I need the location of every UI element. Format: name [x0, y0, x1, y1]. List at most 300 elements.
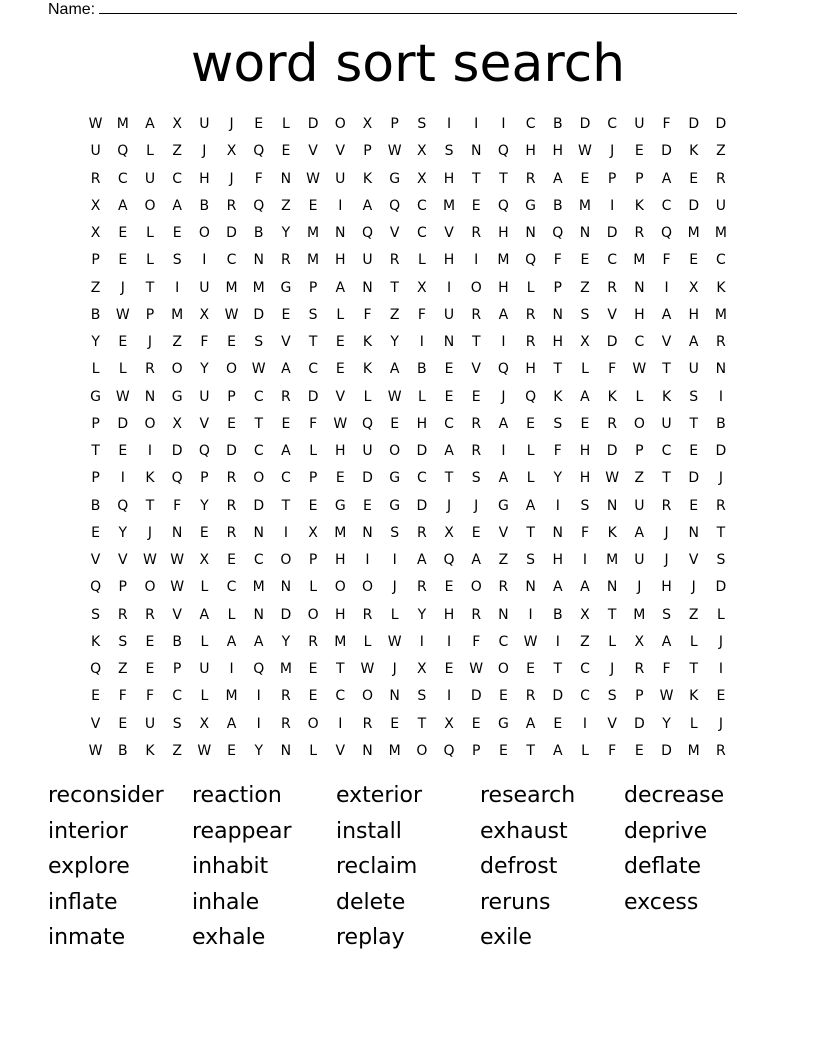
grid-letter[interactable]: U	[661, 415, 672, 432]
grid-letter[interactable]: R	[308, 633, 318, 650]
grid-letter[interactable]: L	[146, 252, 154, 269]
grid-letter[interactable]: E	[308, 497, 318, 514]
grid-letter[interactable]: E	[308, 197, 318, 214]
grid-letter[interactable]: N	[171, 524, 183, 541]
grid-letter[interactable]: H	[335, 606, 346, 623]
grid-letter[interactable]: R	[716, 742, 726, 759]
grid-letter[interactable]: J	[392, 579, 397, 596]
grid-letter[interactable]: Y	[91, 334, 100, 350]
grid-letter[interactable]: I	[446, 633, 452, 650]
grid-letter[interactable]: C	[416, 197, 427, 214]
grid-letter[interactable]: R	[525, 306, 536, 323]
grid-letter[interactable]: H	[661, 579, 672, 596]
grid-letter[interactable]: W	[306, 170, 321, 187]
grid-letter[interactable]: V	[90, 552, 101, 568]
grid-letter[interactable]: X	[308, 524, 318, 541]
grid-letter[interactable]: I	[392, 552, 397, 568]
grid-letter[interactable]: A	[417, 552, 427, 568]
grid-letter[interactable]: O	[280, 552, 292, 568]
grid-letter[interactable]: D	[633, 715, 645, 732]
grid-letter[interactable]: T	[689, 661, 698, 677]
grid-letter[interactable]: R	[226, 470, 237, 487]
grid-letter[interactable]: A	[362, 197, 373, 214]
grid-letter[interactable]: O	[307, 606, 319, 623]
grid-letter[interactable]: I	[528, 606, 533, 623]
grid-letter[interactable]: A	[525, 715, 536, 732]
grid-letter[interactable]: P	[145, 306, 155, 323]
grid-letter[interactable]: T	[471, 334, 481, 350]
grid-letter[interactable]: D	[226, 225, 237, 241]
grid-letter[interactable]: B	[90, 306, 101, 323]
grid-letter[interactable]: Y	[200, 361, 209, 378]
grid-letter[interactable]: A	[688, 334, 699, 350]
grid-letter[interactable]: P	[91, 252, 100, 269]
grid-letter[interactable]: M	[334, 524, 347, 541]
grid-letter[interactable]: G	[280, 279, 292, 296]
grid-letter[interactable]: L	[689, 715, 698, 732]
grid-letter[interactable]: L	[200, 579, 209, 596]
grid-letter[interactable]: P	[607, 170, 617, 187]
grid-letter[interactable]: I	[555, 497, 560, 514]
grid-letter[interactable]: Z	[688, 606, 699, 623]
grid-letter[interactable]: Q	[253, 143, 265, 160]
grid-letter[interactable]: H	[552, 552, 564, 568]
grid-letter[interactable]: K	[607, 524, 617, 541]
grid-letter[interactable]: Z	[389, 306, 400, 323]
grid-letter[interactable]: M	[252, 279, 265, 296]
grid-letter[interactable]: S	[444, 143, 454, 160]
grid-letter[interactable]: Q	[497, 361, 509, 378]
grid-letter[interactable]: R	[634, 225, 645, 241]
grid-letter[interactable]: D	[117, 415, 129, 432]
grid-letter[interactable]: X	[90, 197, 101, 214]
grid-letter[interactable]: R	[362, 606, 373, 623]
grid-letter[interactable]: O	[144, 579, 156, 596]
grid-letter[interactable]: H	[498, 225, 509, 241]
grid-letter[interactable]: Z	[90, 279, 101, 296]
grid-letter[interactable]: N	[606, 579, 618, 596]
grid-letter[interactable]: R	[226, 497, 237, 514]
grid-letter[interactable]: R	[471, 225, 482, 241]
grid-letter[interactable]: L	[390, 606, 399, 623]
grid-letter[interactable]: T	[471, 170, 481, 187]
grid-letter[interactable]: E	[498, 742, 508, 759]
grid-letter[interactable]: I	[175, 279, 180, 296]
grid-letter[interactable]: P	[553, 279, 562, 296]
grid-letter[interactable]: E	[281, 415, 291, 432]
grid-letter[interactable]: A	[226, 633, 237, 650]
grid-letter[interactable]: T	[553, 361, 563, 378]
grid-letter[interactable]: T	[716, 524, 726, 541]
grid-letter[interactable]: Z	[281, 197, 291, 214]
grid-letter[interactable]: K	[362, 170, 373, 187]
grid-letter[interactable]: X	[199, 306, 210, 323]
grid-letter[interactable]: R	[525, 688, 536, 705]
grid-letter[interactable]: N	[525, 225, 536, 241]
grid-letter[interactable]: E	[91, 524, 101, 541]
grid-letter[interactable]: G	[497, 715, 509, 732]
grid-letter[interactable]: E	[444, 661, 454, 677]
grid-letter[interactable]: X	[580, 334, 590, 350]
grid-letter[interactable]: I	[147, 443, 153, 459]
grid-letter[interactable]: N	[362, 742, 373, 759]
grid-letter[interactable]: A	[552, 579, 563, 596]
grid-letter[interactable]: E	[471, 715, 481, 732]
grid-letter[interactable]: L	[336, 306, 345, 323]
grid-letter[interactable]: N	[280, 742, 292, 759]
grid-letter[interactable]: I	[664, 279, 669, 296]
grid-letter[interactable]: Z	[580, 279, 590, 296]
grid-letter[interactable]: V	[607, 715, 617, 732]
grid-letter[interactable]: R	[716, 497, 726, 514]
grid-letter[interactable]: R	[281, 388, 291, 405]
grid-letter[interactable]: C	[416, 470, 427, 487]
grid-letter[interactable]: V	[688, 552, 699, 568]
grid-letter[interactable]: E	[145, 633, 155, 650]
grid-letter[interactable]: M	[442, 197, 456, 214]
grid-letter[interactable]: F	[254, 170, 263, 187]
grid-letter[interactable]: R	[362, 715, 373, 732]
grid-letter[interactable]: J	[229, 116, 234, 132]
grid-letter[interactable]: T	[91, 443, 100, 459]
grid-letter[interactable]: M	[334, 633, 347, 650]
grid-letter[interactable]: W	[632, 361, 647, 378]
grid-letter[interactable]: T	[526, 524, 535, 541]
grid-letter[interactable]: H	[199, 170, 210, 187]
grid-letter[interactable]: Z	[172, 143, 182, 160]
grid-letter[interactable]: J	[147, 334, 153, 350]
grid-letter[interactable]: D	[416, 443, 428, 459]
grid-letter[interactable]: C	[525, 116, 536, 132]
grid-letter[interactable]: W	[143, 552, 157, 568]
grid-letter[interactable]: E	[471, 388, 481, 405]
grid-letter[interactable]: V	[471, 361, 481, 378]
grid-letter[interactable]: H	[579, 443, 591, 459]
grid-letter[interactable]: Y	[118, 524, 128, 541]
grid-letter[interactable]: F	[580, 524, 589, 541]
grid-letter[interactable]: J	[229, 170, 234, 187]
grid-letter[interactable]: W	[387, 633, 402, 650]
grid-letter[interactable]: P	[308, 470, 318, 487]
grid-letter[interactable]: E	[254, 116, 264, 132]
grid-letter[interactable]: W	[360, 661, 375, 677]
grid-letter[interactable]: U	[335, 170, 346, 187]
grid-letter[interactable]: R	[525, 334, 536, 350]
grid-letter[interactable]: M	[497, 252, 510, 269]
grid-letter[interactable]: T	[553, 661, 563, 677]
grid-letter[interactable]: E	[634, 742, 644, 759]
grid-letter[interactable]: S	[91, 606, 101, 623]
grid-letter[interactable]: S	[390, 524, 400, 541]
grid-letter[interactable]: J	[501, 388, 506, 405]
grid-letter[interactable]: P	[91, 415, 100, 432]
grid-letter[interactable]: V	[281, 334, 291, 350]
grid-letter[interactable]: D	[715, 579, 727, 596]
grid-letter[interactable]: R	[471, 306, 482, 323]
grid-letter[interactable]: T	[662, 470, 671, 487]
grid-letter[interactable]: C	[308, 361, 318, 378]
grid-letter[interactable]: R	[90, 170, 101, 187]
grid-letter[interactable]: J	[718, 715, 723, 732]
grid-letter[interactable]: L	[581, 742, 589, 759]
grid-letter[interactable]: N	[362, 524, 373, 541]
name-underline[interactable]	[99, 0, 737, 14]
grid-letter[interactable]: V	[117, 552, 128, 568]
grid-letter[interactable]: F	[662, 252, 671, 269]
grid-letter[interactable]: M	[714, 306, 727, 323]
grid-letter[interactable]: R	[226, 524, 237, 541]
grid-letter[interactable]: S	[417, 688, 427, 705]
grid-letter[interactable]: C	[607, 116, 618, 132]
grid-letter[interactable]: W	[115, 388, 130, 405]
grid-letter[interactable]: C	[172, 688, 183, 705]
grid-letter[interactable]: O	[470, 279, 482, 296]
grid-letter[interactable]: T	[526, 742, 535, 759]
grid-letter[interactable]: U	[144, 715, 156, 732]
grid-letter[interactable]: I	[446, 688, 452, 705]
grid-letter[interactable]: Q	[525, 388, 537, 405]
grid-letter[interactable]: E	[580, 415, 590, 432]
grid-letter[interactable]: A	[253, 633, 264, 650]
grid-letter[interactable]: L	[309, 579, 317, 596]
grid-letter[interactable]: O	[253, 470, 265, 487]
grid-letter[interactable]: X	[90, 225, 101, 241]
grid-letter[interactable]: K	[661, 388, 672, 405]
grid-letter[interactable]: A	[498, 415, 509, 432]
grid-letter[interactable]: N	[552, 306, 564, 323]
grid-letter[interactable]: K	[634, 197, 644, 214]
grid-letter[interactable]: R	[607, 279, 618, 296]
grid-letter[interactable]: E	[390, 715, 400, 732]
grid-letter[interactable]: R	[281, 688, 291, 705]
grid-letter[interactable]: R	[389, 252, 400, 269]
grid-letter[interactable]: W	[251, 361, 266, 378]
grid-letter[interactable]: E	[308, 661, 318, 677]
grid-letter[interactable]: S	[118, 633, 128, 650]
grid-letter[interactable]: F	[662, 661, 671, 677]
grid-letter[interactable]: K	[607, 388, 617, 405]
grid-letter[interactable]: E	[444, 388, 454, 405]
grid-letter[interactable]: R	[471, 606, 482, 623]
grid-letter[interactable]: N	[552, 524, 564, 541]
grid-letter[interactable]: L	[118, 361, 127, 378]
grid-letter[interactable]: Z	[580, 633, 590, 650]
grid-letter[interactable]: W	[170, 552, 185, 568]
grid-letter[interactable]: J	[610, 143, 615, 160]
grid-letter[interactable]: I	[256, 715, 261, 732]
grid-letter[interactable]: Y	[200, 497, 209, 514]
grid-letter[interactable]: Q	[90, 661, 102, 677]
grid-letter[interactable]: F	[118, 688, 127, 705]
grid-letter[interactable]: W	[333, 415, 348, 432]
grid-letter[interactable]: L	[91, 361, 100, 378]
grid-letter[interactable]: U	[199, 661, 210, 677]
grid-letter[interactable]: F	[363, 306, 372, 323]
grid-letter[interactable]: S	[526, 552, 536, 568]
grid-letter[interactable]: T	[607, 606, 617, 623]
grid-letter[interactable]: F	[309, 415, 318, 432]
grid-letter[interactable]: E	[689, 443, 699, 459]
grid-letter[interactable]: D	[661, 742, 672, 759]
grid-letter[interactable]: M	[633, 252, 646, 269]
grid-letter[interactable]: L	[227, 606, 236, 623]
grid-letter[interactable]: A	[281, 361, 291, 378]
grid-letter[interactable]: N	[525, 579, 536, 596]
grid-letter[interactable]: N	[280, 579, 292, 596]
grid-letter[interactable]: Y	[390, 334, 399, 350]
grid-letter[interactable]: D	[226, 443, 237, 459]
grid-letter[interactable]: S	[689, 388, 699, 405]
grid-letter[interactable]: E	[471, 524, 481, 541]
grid-letter[interactable]: S	[662, 606, 671, 623]
grid-letter[interactable]: H	[498, 279, 509, 296]
grid-letter[interactable]: O	[198, 225, 210, 241]
grid-letter[interactable]: E	[335, 361, 345, 378]
grid-letter[interactable]: N	[335, 225, 346, 241]
grid-letter[interactable]: I	[283, 524, 288, 541]
grid-letter[interactable]: M	[225, 688, 238, 705]
grid-letter[interactable]: E	[335, 334, 345, 350]
grid-letter[interactable]: M	[687, 742, 700, 759]
grid-letter[interactable]: V	[661, 334, 672, 350]
grid-letter[interactable]: E	[553, 715, 563, 732]
grid-letter[interactable]: X	[417, 279, 427, 296]
grid-letter[interactable]: X	[444, 524, 454, 541]
grid-letter[interactable]: E	[363, 497, 372, 514]
grid-letter[interactable]: O	[633, 415, 645, 432]
grid-letter[interactable]: J	[664, 552, 669, 568]
grid-letter[interactable]: E	[281, 143, 291, 160]
grid-letter[interactable]: I	[718, 388, 723, 405]
grid-letter[interactable]: O	[389, 443, 401, 459]
grid-letter[interactable]: F	[553, 443, 562, 459]
grid-letter[interactable]: L	[526, 279, 535, 296]
grid-letter[interactable]: I	[446, 279, 452, 296]
grid-letter[interactable]: O	[361, 688, 373, 705]
grid-letter[interactable]: I	[229, 661, 234, 677]
grid-letter[interactable]: X	[444, 715, 454, 732]
grid-letter[interactable]: E	[199, 524, 209, 541]
grid-letter[interactable]: E	[689, 497, 699, 514]
grid-letter[interactable]: R	[145, 361, 155, 378]
grid-letter[interactable]: T	[308, 334, 318, 350]
grid-letter[interactable]: Q	[389, 197, 401, 214]
grid-letter[interactable]: V	[199, 415, 210, 432]
grid-letter[interactable]: C	[117, 170, 128, 187]
grid-letter[interactable]: Q	[497, 143, 509, 160]
grid-letter[interactable]: H	[335, 252, 346, 269]
grid-letter[interactable]: I	[419, 334, 424, 350]
grid-letter[interactable]: D	[253, 306, 265, 323]
grid-letter[interactable]: E	[444, 361, 454, 378]
grid-letter[interactable]: F	[472, 633, 481, 650]
grid-letter[interactable]: R	[471, 415, 482, 432]
grid-letter[interactable]: D	[552, 688, 564, 705]
grid-letter[interactable]: U	[199, 116, 210, 132]
grid-letter[interactable]: R	[716, 170, 726, 187]
grid-letter[interactable]: C	[661, 197, 672, 214]
grid-letter[interactable]: P	[91, 470, 100, 487]
grid-letter[interactable]: S	[553, 415, 563, 432]
grid-letter[interactable]: B	[172, 633, 182, 650]
grid-letter[interactable]: C	[634, 334, 645, 350]
grid-letter[interactable]: X	[634, 633, 645, 650]
grid-letter[interactable]: V	[335, 742, 346, 759]
grid-letter[interactable]: S	[580, 497, 590, 514]
grid-letter[interactable]: E	[580, 170, 590, 187]
grid-letter[interactable]: M	[307, 252, 320, 269]
grid-letter[interactable]: V	[389, 225, 400, 241]
grid-letter[interactable]: H	[443, 170, 455, 187]
grid-letter[interactable]: M	[388, 742, 401, 759]
grid-letter[interactable]: E	[498, 688, 508, 705]
grid-letter[interactable]: D	[688, 470, 700, 487]
grid-letter[interactable]: M	[171, 306, 184, 323]
grid-letter[interactable]: I	[419, 633, 424, 650]
grid-letter[interactable]: U	[634, 497, 645, 514]
grid-letter[interactable]: L	[417, 252, 426, 269]
grid-letter[interactable]: U	[199, 279, 210, 296]
grid-letter[interactable]: G	[389, 170, 401, 187]
grid-letter[interactable]: A	[335, 279, 346, 296]
grid-letter[interactable]: O	[144, 197, 156, 214]
grid-letter[interactable]: E	[444, 579, 454, 596]
grid-letter[interactable]: D	[307, 116, 319, 132]
grid-letter[interactable]: H	[634, 306, 645, 323]
grid-letter[interactable]: L	[282, 116, 290, 132]
grid-letter[interactable]: A	[580, 388, 590, 405]
grid-letter[interactable]: X	[199, 552, 210, 568]
grid-letter[interactable]: X	[172, 116, 182, 132]
grid-letter[interactable]: R	[281, 252, 291, 269]
grid-letter[interactable]: N	[715, 361, 727, 378]
grid-letter[interactable]: L	[608, 633, 617, 650]
grid-letter[interactable]: J	[664, 524, 669, 541]
grid-letter[interactable]: C	[226, 579, 237, 596]
grid-letter[interactable]: H	[525, 361, 536, 378]
grid-letter[interactable]: G	[525, 197, 537, 214]
grid-letter[interactable]: L	[309, 443, 317, 459]
grid-letter[interactable]: E	[689, 170, 699, 187]
grid-letter[interactable]: U	[443, 306, 455, 323]
grid-letter[interactable]: B	[417, 361, 427, 378]
grid-letter[interactable]: N	[470, 143, 482, 160]
grid-letter[interactable]: R	[525, 170, 536, 187]
grid-letter[interactable]: T	[499, 170, 508, 187]
grid-letter[interactable]: A	[498, 306, 509, 323]
grid-letter[interactable]: A	[444, 443, 454, 459]
grid-letter[interactable]: E	[716, 688, 726, 705]
grid-letter[interactable]: A	[172, 197, 182, 214]
grid-letter[interactable]: A	[580, 579, 590, 596]
grid-letter[interactable]: J	[718, 633, 723, 650]
grid-letter[interactable]: B	[552, 197, 563, 214]
grid-letter[interactable]: T	[662, 361, 671, 378]
grid-letter[interactable]: E	[227, 415, 236, 432]
grid-letter[interactable]: G	[334, 497, 346, 514]
grid-letter[interactable]: O	[226, 361, 238, 378]
grid-letter[interactable]: U	[362, 443, 373, 459]
grid-letter[interactable]: L	[363, 388, 372, 405]
grid-letter[interactable]: C	[416, 225, 427, 241]
grid-letter[interactable]: E	[91, 688, 101, 705]
grid-letter[interactable]: W	[523, 633, 538, 650]
grid-letter[interactable]: E	[689, 252, 699, 269]
grid-letter[interactable]: K	[689, 143, 699, 160]
grid-letter[interactable]: I	[474, 116, 479, 132]
grid-letter[interactable]: K	[362, 334, 373, 350]
grid-letter[interactable]: X	[417, 661, 427, 677]
